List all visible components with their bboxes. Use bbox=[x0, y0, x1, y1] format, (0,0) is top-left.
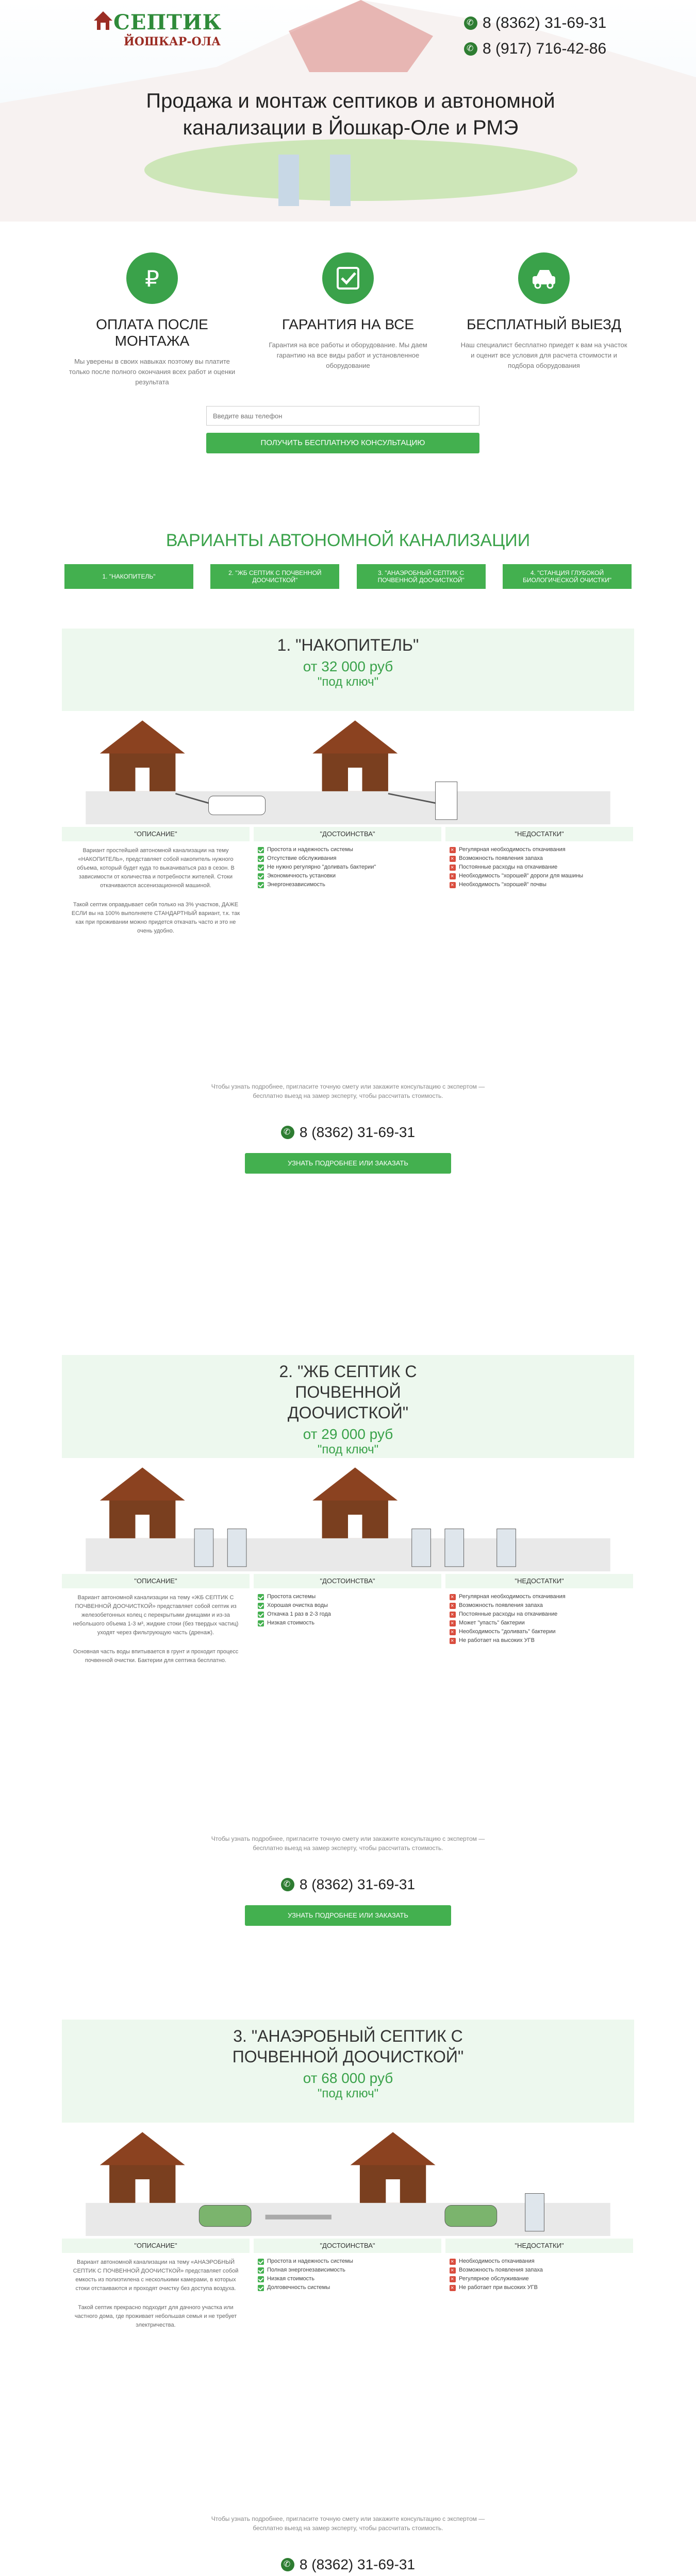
cross-icon bbox=[450, 847, 456, 853]
list-item: Отсутствие обслуживания bbox=[254, 854, 441, 863]
logo-subtitle: ЙОШКАР-ОЛА bbox=[124, 35, 221, 48]
list-item: × Не работает на высоких УГВ bbox=[445, 1636, 633, 1645]
scheme-illustration bbox=[62, 1458, 634, 1571]
list-item: Экономичность установки bbox=[254, 872, 441, 880]
cross-icon bbox=[450, 1594, 456, 1600]
list-item: Простота и надежность системы bbox=[254, 845, 441, 854]
header-phones bbox=[464, 14, 606, 66]
feature-title: ОПЛАТА ПОСЛЕ МОНТАЖА bbox=[96, 316, 208, 349]
phone-icon bbox=[281, 2558, 294, 2571]
cross-icon bbox=[450, 2259, 456, 2265]
feature-visit bbox=[459, 252, 629, 387]
hero-title: Продажа и монтаж септиков и автономной канализации в Йошкар-Оле и РМЭ bbox=[146, 90, 555, 139]
features bbox=[67, 252, 629, 387]
section-header bbox=[62, 1355, 634, 1458]
section-price-note: "под ключ" bbox=[317, 2087, 379, 2100]
cross-icon bbox=[450, 2285, 456, 2291]
section-header bbox=[62, 629, 634, 711]
check-icon bbox=[322, 252, 374, 304]
check-icon bbox=[258, 1603, 264, 1609]
section-price: от 68 000 руб bbox=[303, 2070, 393, 2086]
check-icon bbox=[258, 1612, 264, 1618]
section-note: Чтобы узнать подробнее, пригласите точную смету или закажите консультацию с экспертом — бесплатно выезд на замер эксперту, чтобы рассчитать стоимость. bbox=[211, 2515, 485, 2532]
section-price: от 32 000 руб bbox=[303, 658, 393, 674]
cross-icon bbox=[450, 2267, 456, 2274]
section-footer bbox=[62, 1082, 634, 1174]
description-column bbox=[62, 2239, 250, 2335]
feature-guarantee bbox=[263, 252, 433, 387]
cons-column bbox=[445, 827, 633, 941]
cross-icon bbox=[450, 1620, 456, 1626]
list-item: × Необходимость "доливать" бактерии bbox=[445, 1628, 633, 1636]
list-item: Полная энергонезависимость bbox=[254, 2266, 441, 2275]
tab-variant-2[interactable]: 2. "ЖБ СЕПТИК С ПОЧВЕННОЙ ДООЧИСТКОЙ" bbox=[210, 564, 339, 589]
logo[interactable] bbox=[93, 8, 227, 60]
column-header: "ОПИСАНИЕ" bbox=[62, 1574, 250, 1588]
list-item: × Необходимость откачивания bbox=[445, 2257, 633, 2266]
cross-icon bbox=[450, 1638, 456, 1644]
list-item: × Регулярная необходимость откачивания bbox=[445, 1592, 633, 1601]
column-header: "НЕДОСТАТКИ" bbox=[445, 2239, 633, 2253]
list-item: Низкая стоимость bbox=[254, 1619, 441, 1628]
description-column bbox=[62, 827, 250, 941]
cross-icon bbox=[450, 882, 456, 888]
variant-tabs bbox=[64, 564, 632, 589]
description-text: Вариант простейшей автономной канализации на тему «НАКОПИТЕЛЬ», представляет собой накопитель нужного объема, который будет куда то выкачиваться раз в сезон. В зависимости от количества и потребности жителей. Стоки откачиваются ассенизационной машиной. bbox=[77, 848, 235, 889]
svg-text:₽: ₽ bbox=[145, 266, 159, 292]
section-footer bbox=[62, 1834, 634, 1926]
cross-icon bbox=[450, 1603, 456, 1609]
column-header: "НЕДОСТАТКИ" bbox=[445, 1574, 633, 1588]
check-icon bbox=[258, 2285, 264, 2291]
column-header: "ДОСТОИНСТВА" bbox=[254, 827, 441, 841]
hero bbox=[0, 0, 696, 495]
check-icon bbox=[258, 2276, 264, 2282]
phone-2-text: 8 (917) 716-42-86 bbox=[483, 40, 607, 57]
section-note: Чтобы узнать подробнее, пригласите точную смету или закажите консультацию с экспертом — бесплатно выезд на замер эксперту, чтобы рассчитать стоимость. bbox=[211, 1083, 485, 1099]
list-item: × Регулярное обслуживание bbox=[445, 2275, 633, 2283]
phone-1[interactable] bbox=[464, 14, 606, 32]
list-item: × Постоянные расходы на откачивание bbox=[445, 1610, 633, 1619]
section-note: Чтобы узнать подробнее, пригласите точную смету или закажите консультацию с экспертом — бесплатно выезд на замер эксперту, чтобы рассчитать стоимость. bbox=[211, 1835, 485, 1852]
list-item: Энергонезависимость bbox=[254, 880, 441, 889]
check-icon bbox=[258, 882, 264, 888]
check-icon bbox=[258, 2267, 264, 2274]
column-header: "ДОСТОИНСТВА" bbox=[254, 2239, 441, 2253]
house-logo-icon bbox=[93, 10, 113, 31]
pros-column bbox=[254, 1574, 441, 1670]
section-header bbox=[62, 2020, 634, 2123]
section-columns bbox=[62, 2239, 634, 2335]
pros-column bbox=[254, 2239, 441, 2335]
section-title: 1. "НАКОПИТЕЛЬ" bbox=[277, 636, 419, 654]
cross-icon bbox=[450, 2276, 456, 2282]
column-header: "НЕДОСТАТКИ" bbox=[445, 827, 633, 841]
check-icon bbox=[258, 2259, 264, 2265]
description-text-2: Основная часть воды впитывается в грунт и проходит процесс почвенной очистки. Бактерии для септика бесплатно. bbox=[73, 1649, 239, 1664]
section-price-note: "под ключ" bbox=[317, 1443, 379, 1456]
feature-payment bbox=[67, 252, 237, 387]
cross-icon bbox=[450, 1612, 456, 1618]
feature-text: Гарантия на все работы и оборудование. Мы даем гарантию на все виды работ и установленное оборудование bbox=[269, 341, 427, 369]
section-variant-1 bbox=[62, 629, 634, 1283]
list-item: × Возможность появления запаха bbox=[445, 1601, 633, 1610]
phone-icon bbox=[281, 1126, 294, 1139]
feature-title: БЕСПЛАТНЫЙ ВЫЕЗД bbox=[467, 316, 621, 332]
check-icon bbox=[258, 856, 264, 862]
list-item: × Не работает при высоких УГВ bbox=[445, 2283, 633, 2292]
list-item: Хорошая очистка воды bbox=[254, 1601, 441, 1610]
ruble-icon bbox=[126, 252, 178, 304]
pros-column bbox=[254, 827, 441, 941]
check-icon bbox=[258, 1620, 264, 1626]
check-icon bbox=[258, 1594, 264, 1600]
list-item: × Необходимость "хорошей" почвы bbox=[445, 880, 633, 889]
section-price: от 29 000 руб bbox=[303, 1426, 393, 1442]
description-text: Вариант автономной канализации на тему «ЖБ СЕПТИК С ПОЧВЕННОЙ ДООЧИСТКОЙ» представляет собой септик из железобетонных колец с перекрытыми днищами и из-за небольшого объема 1-3 м³, жидкие стоки (без твердых частиц) уходят через фильтрующую часть (дренаж). bbox=[73, 1595, 239, 1636]
phone-2[interactable] bbox=[464, 40, 606, 58]
cons-column bbox=[445, 2239, 633, 2335]
consultation-button[interactable]: ПОЛУЧИТЬ БЕСПЛАТНУЮ КОНСУЛЬТАЦИЮ bbox=[206, 433, 479, 453]
section-phone[interactable]: ✆ 8 (8362) 31-69-31 bbox=[62, 2556, 634, 2573]
variants-title: ВАРИАНТЫ АВТОНОМНОЙ КАНАЛИЗАЦИИ bbox=[165, 531, 531, 550]
column-header: "ДОСТОИНСТВА" bbox=[254, 1574, 441, 1588]
cross-icon bbox=[450, 856, 456, 862]
tab-variant-1[interactable]: 1. "НАКОПИТЕЛЬ" bbox=[64, 564, 193, 589]
section-phone[interactable]: ✆ 8 (8362) 31-69-31 bbox=[62, 1876, 634, 1893]
list-item: × Возможность появления запаха bbox=[445, 854, 633, 863]
logo-title: СЕПТИК bbox=[113, 10, 222, 35]
check-icon bbox=[258, 865, 264, 871]
description-text: Вариант автономной канализации на тему «АНАЭРОБНЫЙ СЕПТИК С ПОЧВЕННОЙ ДООЧИСТКОЙ» представляет собой емкость из полиэтилена с несколькими камерами, в которых стоки отстаиваются и проходят очистку без доступа воздуха. bbox=[73, 2259, 239, 2292]
section-footer bbox=[62, 2514, 634, 2576]
phone-icon bbox=[464, 42, 477, 56]
feature-title: ГАРАНТИЯ НА ВСЕ bbox=[281, 316, 415, 332]
list-item: Простота и надежность системы bbox=[254, 2257, 441, 2266]
list-item: × Может "упасть" бактерии bbox=[445, 1619, 633, 1628]
cross-icon bbox=[450, 1629, 456, 1635]
list-item: × Постоянные расходы на откачивание bbox=[445, 863, 633, 872]
description-column bbox=[62, 1574, 250, 1670]
list-item: Простота системы bbox=[254, 1592, 441, 1601]
phone-1-text: 8 (8362) 31-69-31 bbox=[483, 14, 607, 31]
check-icon bbox=[258, 847, 264, 853]
section-title: 2. "ЖБ СЕПТИК С ПОЧВЕННОЙ ДООЧИСТКОЙ" bbox=[279, 1362, 417, 1422]
section-phone[interactable]: ✆ 8 (8362) 31-69-31 bbox=[62, 1124, 634, 1141]
list-item: × Регулярная необходимость откачивания bbox=[445, 845, 633, 854]
section-title: 3. "АНАЭРОБНЫЙ СЕПТИК С ПОЧВЕННОЙ ДООЧИСТКОЙ" bbox=[232, 2027, 464, 2066]
section-columns bbox=[62, 1574, 634, 1670]
phone-icon bbox=[281, 1878, 294, 1891]
phone-icon bbox=[464, 16, 477, 30]
phone-input[interactable] bbox=[206, 406, 479, 426]
list-item: Долговечность системы bbox=[254, 2283, 441, 2292]
check-icon bbox=[258, 873, 264, 879]
order-button[interactable]: УЗНАТЬ ПОДРОБНЕЕ ИЛИ ЗАКАЗАТЬ bbox=[245, 1905, 451, 1926]
house-icon bbox=[100, 720, 185, 791]
scheme-illustration bbox=[62, 2123, 634, 2236]
section-price-note: "под ключ" bbox=[317, 675, 379, 689]
column-header: "ОПИСАНИЕ" bbox=[62, 827, 250, 841]
cross-icon bbox=[450, 865, 456, 871]
cross-icon bbox=[450, 873, 456, 879]
column-header: "ОПИСАНИЕ" bbox=[62, 2239, 250, 2253]
tab-variant-4[interactable]: 4. "СТАНЦИЯ ГЛУБОКОЙ БИОЛОГИЧЕСКОЙ ОЧИСТКИ" bbox=[503, 564, 632, 589]
section-variant-2 bbox=[62, 1355, 634, 2009]
car-icon bbox=[518, 252, 570, 304]
feature-text: Наш специалист бесплатно приедет к вам на участок и оценит все условия для расчета стоимости и подбора оборудования bbox=[460, 341, 627, 369]
list-item: × Возможность появления запаха bbox=[445, 2266, 633, 2275]
section-variant-3 bbox=[62, 2020, 634, 2576]
tab-variant-3[interactable]: 3. "АНАЭРОБНЫЙ СЕПТИК С ПОЧВЕННОЙ ДООЧИСТКОЙ" bbox=[357, 564, 486, 589]
description-text-2: Такой септик оправдывает себя только на 3% участков, ДАЖЕ ЕСЛИ вы на 100% выполняете СТАНДАРТНЫЙ вариант, т.к. так как при проживании можно придется откачать часто и это не очень удобно. bbox=[71, 902, 240, 934]
list-item: Откачка 1 раз в 2-3 года bbox=[254, 1610, 441, 1619]
order-button[interactable]: УЗНАТЬ ПОДРОБНЕЕ ИЛИ ЗАКАЗАТЬ bbox=[245, 1153, 451, 1174]
cons-column bbox=[445, 1574, 633, 1670]
list-item: Низкая стоимость bbox=[254, 2275, 441, 2283]
list-item: Не нужно регулярно "доливать бактерии" bbox=[254, 863, 441, 872]
feature-text: Мы уверены в своих навыках поэтому вы платите только после полного окончания всех работ и оценки результата bbox=[69, 358, 236, 386]
section-columns bbox=[62, 827, 634, 941]
scheme-illustration bbox=[62, 711, 634, 824]
description-text-2: Такой септик прекрасно подходит для дачного участка или частного дома, где проживает небольшая семья и не требует электричества. bbox=[74, 2304, 237, 2328]
list-item: × Необходимость "хорошей" дороги для машины bbox=[445, 872, 633, 880]
